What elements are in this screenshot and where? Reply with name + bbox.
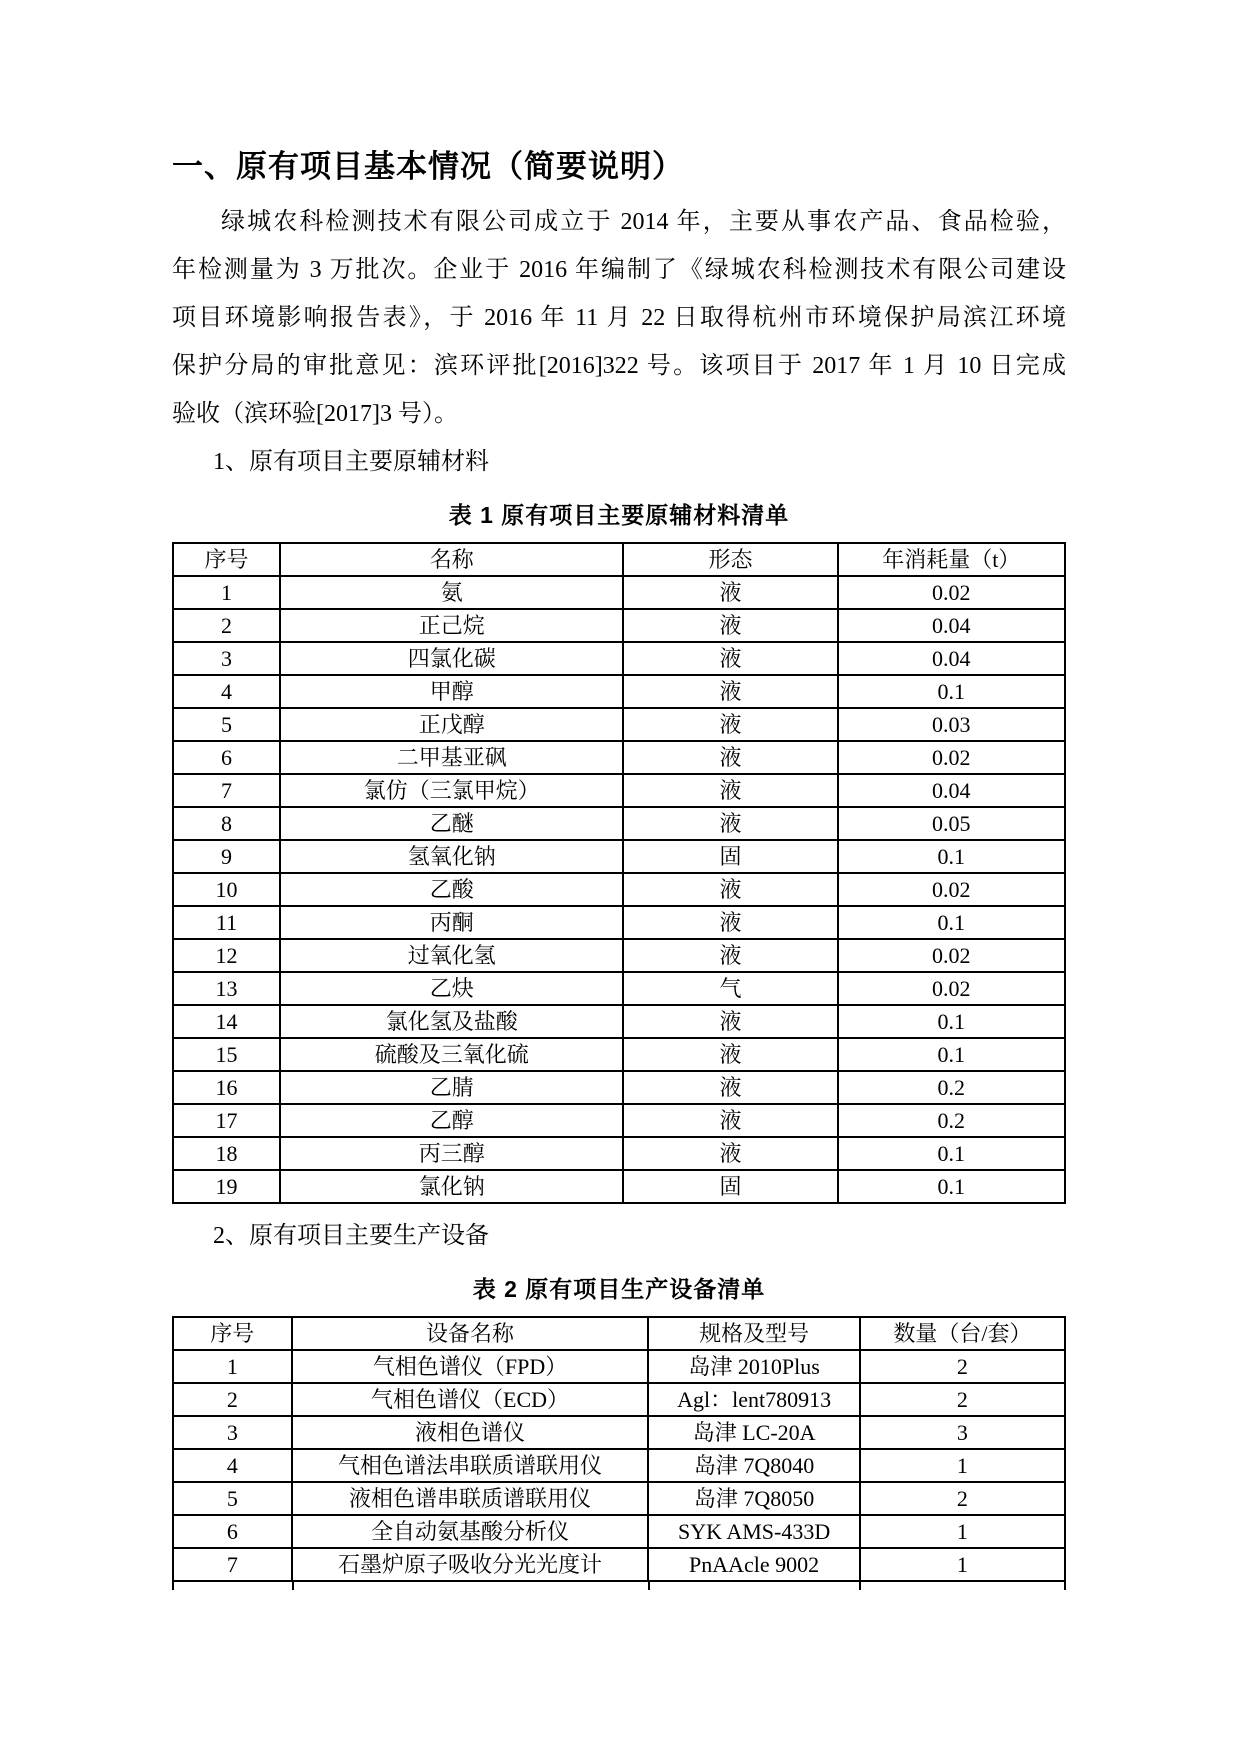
table-cell: 0.04 bbox=[838, 609, 1065, 642]
table-cell: 1 bbox=[860, 1548, 1065, 1581]
table-cell: 液 bbox=[623, 774, 837, 807]
table-cell: 5 bbox=[173, 1482, 292, 1515]
table-row bbox=[173, 1416, 1065, 1449]
column-header: 序号 bbox=[173, 1317, 292, 1350]
table-cell: 液 bbox=[623, 1071, 837, 1104]
table-cell: 乙腈 bbox=[280, 1071, 623, 1104]
materials-table bbox=[172, 542, 1066, 1204]
table-row bbox=[173, 1104, 1065, 1137]
table-cell: 2 bbox=[860, 1383, 1065, 1416]
table-row bbox=[173, 1038, 1065, 1071]
table-row bbox=[173, 1449, 1065, 1482]
table2-caption: 表 2 原有项目生产设备清单 bbox=[472, 1276, 766, 1302]
table-cell: 液 bbox=[623, 873, 837, 906]
table-cell: 6 bbox=[173, 741, 280, 774]
table-cell: 11 bbox=[173, 906, 280, 939]
table-cell: 四氯化碳 bbox=[280, 642, 623, 675]
table-row bbox=[173, 807, 1065, 840]
table-row bbox=[173, 1170, 1065, 1203]
table-cell: 正己烷 bbox=[280, 609, 623, 642]
table-cell: 12 bbox=[173, 939, 280, 972]
table-cell: 0.1 bbox=[838, 1170, 1065, 1203]
table-cell: 0.1 bbox=[838, 906, 1065, 939]
header-row bbox=[173, 1317, 1065, 1350]
column-header: 设备名称 bbox=[292, 1317, 649, 1350]
table-cell: 液相色谱串联质谱联用仪 bbox=[292, 1482, 649, 1515]
table-cell: 0.2 bbox=[838, 1071, 1065, 1104]
table-cell: 液 bbox=[623, 1104, 837, 1137]
table-gridline bbox=[648, 1582, 650, 1590]
table-row bbox=[173, 972, 1065, 1005]
section-2-label: 2、原有项目主要生产设备 bbox=[213, 1223, 489, 1249]
table-cell: 4 bbox=[173, 1449, 292, 1482]
table-cell: 固 bbox=[623, 1170, 837, 1203]
section-1-label: 1、原有项目主要原辅材料 bbox=[213, 449, 489, 475]
table-row bbox=[173, 675, 1065, 708]
table-cell: 0.1 bbox=[838, 1005, 1065, 1038]
table-cell: 岛津 LC-20A bbox=[648, 1416, 859, 1449]
table-cell: 氯化钠 bbox=[280, 1170, 623, 1203]
table-cell: 硫酸及三氧化硫 bbox=[280, 1038, 623, 1071]
column-header: 规格及型号 bbox=[648, 1317, 859, 1350]
table-row bbox=[173, 774, 1065, 807]
equipment-table-head bbox=[173, 1317, 1065, 1350]
equipment-table-body bbox=[173, 1350, 1065, 1581]
table-cell: 甲醇 bbox=[280, 675, 623, 708]
table-cell: 7 bbox=[173, 774, 280, 807]
intro-paragraph bbox=[172, 198, 1066, 438]
materials-table-body bbox=[173, 576, 1065, 1203]
table-cell: 液 bbox=[623, 741, 837, 774]
table-cell: 0.02 bbox=[838, 939, 1065, 972]
table-cell: 17 bbox=[173, 1104, 280, 1137]
table-cell: 3 bbox=[173, 642, 280, 675]
table-cell: 0.04 bbox=[838, 642, 1065, 675]
table-cell: 0.02 bbox=[838, 873, 1065, 906]
table-cell: 氯化氢及盐酸 bbox=[280, 1005, 623, 1038]
table-row bbox=[173, 1515, 1065, 1548]
equipment-table bbox=[172, 1316, 1066, 1582]
column-header: 年消耗量（t） bbox=[838, 543, 1065, 576]
table-cell: 乙炔 bbox=[280, 972, 623, 1005]
table-cell: 石墨炉原子吸收分光光度计 bbox=[292, 1548, 649, 1581]
table-row bbox=[173, 873, 1065, 906]
table-cell: 8 bbox=[173, 807, 280, 840]
table-cell: 2 bbox=[860, 1482, 1065, 1515]
table-cell: 气相色谱仪（ECD） bbox=[292, 1383, 649, 1416]
column-header: 形态 bbox=[623, 543, 837, 576]
table-cell: 丙酮 bbox=[280, 906, 623, 939]
table-cell: 3 bbox=[860, 1416, 1065, 1449]
table-cell: 10 bbox=[173, 873, 280, 906]
table-cell: 1 bbox=[173, 576, 280, 609]
table-cell: 1 bbox=[860, 1449, 1065, 1482]
table-row bbox=[173, 1350, 1065, 1383]
table-gridline bbox=[859, 1582, 861, 1590]
table-row bbox=[173, 708, 1065, 741]
table-cell: 岛津 2010Plus bbox=[648, 1350, 859, 1383]
table-cell: 0.1 bbox=[838, 1038, 1065, 1071]
table-cell: 乙醚 bbox=[280, 807, 623, 840]
page-title: 一、原有项目基本情况（简要说明） bbox=[172, 149, 684, 184]
table-cell: 岛津 7Q8050 bbox=[648, 1482, 859, 1515]
table-cell: 0.05 bbox=[838, 807, 1065, 840]
table-cell: 气相色谱仪（FPD） bbox=[292, 1350, 649, 1383]
table-row bbox=[173, 1071, 1065, 1104]
table-cell: 0.02 bbox=[838, 576, 1065, 609]
table-cell: 全自动氨基酸分析仪 bbox=[292, 1515, 649, 1548]
table-cell: 6 bbox=[173, 1515, 292, 1548]
table-cell: 0.02 bbox=[838, 741, 1065, 774]
table-cell: 液 bbox=[623, 1137, 837, 1170]
table-cell: 16 bbox=[173, 1071, 280, 1104]
table-cell: PnAAcle 9002 bbox=[648, 1548, 859, 1581]
table-cell: SYK AMS-433D bbox=[648, 1515, 859, 1548]
table-row bbox=[173, 906, 1065, 939]
table-cell: 液 bbox=[623, 1005, 837, 1038]
table-cell: 2 bbox=[173, 1383, 292, 1416]
table-cell: 液 bbox=[623, 675, 837, 708]
table-cell: 过氧化氢 bbox=[280, 939, 623, 972]
column-header: 序号 bbox=[173, 543, 280, 576]
table-cell: 2 bbox=[173, 609, 280, 642]
table-row bbox=[173, 1548, 1065, 1581]
table1-caption: 表 1 原有项目主要原辅材料清单 bbox=[448, 502, 790, 528]
table-cell: 9 bbox=[173, 840, 280, 873]
table-cell: 18 bbox=[173, 1137, 280, 1170]
table-row bbox=[173, 1005, 1065, 1038]
table-cell: 液 bbox=[623, 807, 837, 840]
table-row bbox=[173, 1383, 1065, 1416]
materials-table-head bbox=[173, 543, 1065, 576]
table-cell: 气相色谱法串联质谱联用仪 bbox=[292, 1449, 649, 1482]
table-row bbox=[173, 1137, 1065, 1170]
paragraph-line: 年检测量为 3 万批次。企业于 2016 年编制了《绿城农科检测技术有限公司建设 bbox=[172, 257, 1066, 283]
table-cell: 二甲基亚砜 bbox=[280, 741, 623, 774]
paragraph-line: 项目环境影响报告表》，于 2016 年 11 月 22 日取得杭州市环境保护局滨江环境 bbox=[172, 305, 1066, 331]
table-cell: 0.04 bbox=[838, 774, 1065, 807]
table-cell: 液相色谱仪 bbox=[292, 1416, 649, 1449]
table-cell: 1 bbox=[173, 1350, 292, 1383]
table2-next-row-clipped bbox=[172, 1582, 1066, 1590]
table-cell: 15 bbox=[173, 1038, 280, 1071]
table-cell: 正戊醇 bbox=[280, 708, 623, 741]
paragraph-line: 保护分局的审批意见：滨环评批[2016]322 号。该项目于 2017 年 1 月 10 日完成 bbox=[172, 353, 1066, 379]
table-cell: 0.1 bbox=[838, 840, 1065, 873]
table-cell: 氯仿（三氯甲烷） bbox=[280, 774, 623, 807]
table-cell: 岛津 7Q8040 bbox=[648, 1449, 859, 1482]
table-cell: 13 bbox=[173, 972, 280, 1005]
table-cell: 4 bbox=[173, 675, 280, 708]
table-cell: 液 bbox=[623, 906, 837, 939]
table-cell: 14 bbox=[173, 1005, 280, 1038]
table-cell: 丙三醇 bbox=[280, 1137, 623, 1170]
table-cell: Agl：lent780913 bbox=[648, 1383, 859, 1416]
table-cell: 氢氧化钠 bbox=[280, 840, 623, 873]
table-gridline bbox=[292, 1582, 294, 1590]
table-cell: 乙酸 bbox=[280, 873, 623, 906]
table-cell: 1 bbox=[860, 1515, 1065, 1548]
table-cell: 0.1 bbox=[838, 675, 1065, 708]
table-cell: 7 bbox=[173, 1548, 292, 1581]
table-row bbox=[173, 642, 1065, 675]
table-row bbox=[173, 741, 1065, 774]
table-cell: 液 bbox=[623, 642, 837, 675]
header-row bbox=[173, 543, 1065, 576]
table-row bbox=[173, 939, 1065, 972]
table-cell: 0.1 bbox=[838, 1137, 1065, 1170]
paragraph-line: 绿城农科检测技术有限公司成立于 2014 年，主要从事农产品、食品检验， bbox=[221, 209, 1066, 235]
table-cell: 19 bbox=[173, 1170, 280, 1203]
table-cell: 3 bbox=[173, 1416, 292, 1449]
table-cell: 固 bbox=[623, 840, 837, 873]
table-cell: 液 bbox=[623, 939, 837, 972]
table-row bbox=[173, 576, 1065, 609]
table-cell: 2 bbox=[860, 1350, 1065, 1383]
column-header: 数量（台/套） bbox=[860, 1317, 1065, 1350]
table-cell: 乙醇 bbox=[280, 1104, 623, 1137]
table-cell: 液 bbox=[623, 708, 837, 741]
column-header: 名称 bbox=[280, 543, 623, 576]
table-cell: 氨 bbox=[280, 576, 623, 609]
table-cell: 气 bbox=[623, 972, 837, 1005]
table-cell: 液 bbox=[623, 576, 837, 609]
table-cell: 0.03 bbox=[838, 708, 1065, 741]
table-cell: 0.2 bbox=[838, 1104, 1065, 1137]
table-row bbox=[173, 1482, 1065, 1515]
table-cell: 0.02 bbox=[838, 972, 1065, 1005]
paragraph-line: 验收（滨环验[2017]3 号）。 bbox=[172, 401, 458, 427]
table-cell: 液 bbox=[623, 1038, 837, 1071]
table-cell: 5 bbox=[173, 708, 280, 741]
table-row bbox=[173, 840, 1065, 873]
table-row bbox=[173, 609, 1065, 642]
table-cell: 液 bbox=[623, 609, 837, 642]
